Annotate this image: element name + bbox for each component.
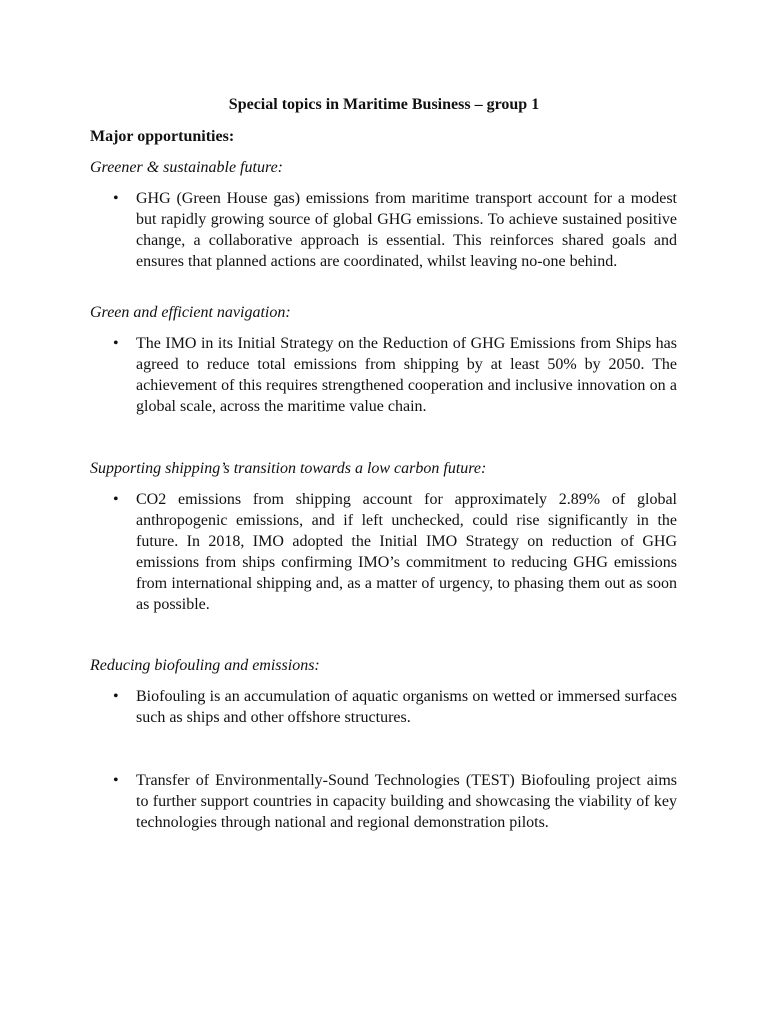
bullet-text: CO2 emissions from shipping account for approximately 2.89% of global anthropogenic emissions, and if left unchecked, could rise significantly in the future. In 2018, IMO adopted the Initial IMO Strategy on reduction of GHG emissions from ships confirming IMO’s commitment to reducing GHG emissions from international shipping and, as a matter of urgency, to phasing them out as soon as possible. bbox=[136, 491, 677, 613]
section-bullets-biofouling-1 bbox=[90, 686, 677, 728]
bullet-icon: • bbox=[113, 491, 119, 508]
bullet-text: GHG (Green House gas) emissions from maritime transport account for a modest but rapidly growing source of global GHG emissions. To achieve sustained positive change, a collaborative approach is essential. This reinforces shared goals and ensures that planned actions are coordinated, whilst leaving no-one behind. bbox=[136, 190, 677, 270]
bullet-icon: • bbox=[113, 335, 119, 352]
bullet-text: The IMO in its Initial Strategy on the Reduction of GHG Emissions from Ships has agreed to reduce total emissions from shipping by at least 50% by 2050. The achievement of this requires strengthened cooperation and inclusive innovation on a global scale, across the maritime value chain. bbox=[136, 335, 677, 415]
bullet-text: Transfer of Environmentally-Sound Technologies (TEST) Biofouling project aims to further support countries in capacity building and showcasing the viability of key technologies through national and regional demonstration pilots. bbox=[136, 772, 677, 831]
bullet-item bbox=[90, 686, 677, 728]
section-bullets-green-navigation bbox=[90, 333, 677, 417]
section-heading-greener-future: Greener & sustainable future: bbox=[90, 159, 284, 176]
bullet-icon: • bbox=[113, 772, 119, 789]
bullet-icon: • bbox=[113, 190, 119, 207]
section-heading-biofouling: Reducing biofouling and emissions: bbox=[90, 657, 320, 674]
section-heading-green-navigation: Green and efficient navigation: bbox=[90, 304, 291, 321]
bullet-item bbox=[90, 333, 677, 417]
section-heading-low-carbon: Supporting shipping’s transition towards a low carbon future: bbox=[90, 460, 487, 477]
bullet-item bbox=[90, 770, 677, 833]
section-bullets-low-carbon bbox=[90, 489, 677, 615]
bullet-text: Biofouling is an accumulation of aquatic organisms on wetted or immersed surfaces such as ships and other offshore structures. bbox=[136, 688, 677, 726]
major-opportunities-heading: Major opportunities: bbox=[90, 128, 235, 145]
section-bullets-greener-future bbox=[90, 188, 677, 272]
bullet-icon: • bbox=[113, 688, 119, 705]
document-title: Special topics in Maritime Business – group 1 bbox=[228, 96, 540, 113]
bullet-item bbox=[90, 489, 677, 615]
bullet-item bbox=[90, 188, 677, 272]
section-bullets-biofouling-2 bbox=[90, 770, 677, 833]
